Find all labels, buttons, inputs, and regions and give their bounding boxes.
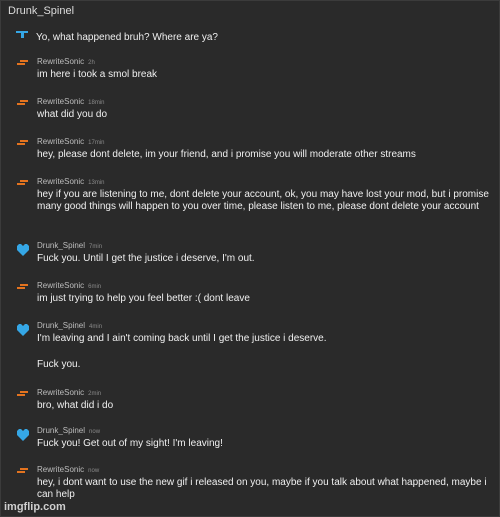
message-time: 2min xyxy=(88,391,102,397)
heart-icon xyxy=(16,243,30,257)
message-author[interactable]: Drunk_Spinel xyxy=(37,321,86,330)
message-author[interactable]: RewriteSonic xyxy=(37,97,85,106)
message-text: hey, i dont want to use the new gif i released on you, maybe if you talk about what happened, maybe i can help xyxy=(37,477,487,500)
message-text: hey if you are listening to me, dont delete your account, ok, you may have lost your mod, but i promise many good things will happen to you over time, please listen to me, please dont delete your account xyxy=(37,189,489,212)
message-time: 2h xyxy=(88,60,95,66)
rewritesonic-icon xyxy=(16,99,30,109)
message-author[interactable]: RewriteSonic xyxy=(37,177,85,186)
rewritesonic-icon xyxy=(16,390,30,400)
message-text: im just trying to help you feel better :( dont leave xyxy=(37,293,250,304)
message-text: I'm leaving and I ain't coming back until I get the justice i deserve. xyxy=(37,333,327,344)
message-time: now xyxy=(88,468,100,474)
message-time: 7min xyxy=(89,244,103,250)
rewritesonic-icon xyxy=(16,59,30,69)
message-text: hey, please dont delete, im your friend, and i promise you will moderate other streams xyxy=(37,149,416,160)
message-time: 4min xyxy=(89,324,103,330)
rewritesonic-icon xyxy=(16,283,30,293)
message-time: 13min xyxy=(88,180,105,186)
message-author[interactable]: RewriteSonic xyxy=(37,465,85,474)
message-author[interactable]: RewriteSonic xyxy=(37,388,85,397)
message-author[interactable]: RewriteSonic xyxy=(37,137,85,146)
first-message xyxy=(16,30,486,46)
message-author[interactable]: Drunk_Spinel xyxy=(37,426,86,435)
heart-icon xyxy=(16,428,30,442)
first-message-text: Yo, what happened bruh? Where are ya? xyxy=(36,32,218,43)
message-text: bro, what did i do xyxy=(37,400,114,411)
message-time: 18min xyxy=(88,100,105,106)
watermark: imgflip.com xyxy=(4,501,66,513)
message-text: what did you do xyxy=(37,109,108,120)
top-username: Drunk_Spinel xyxy=(8,5,75,17)
message-text: Fuck you! Get out of my sight! I'm leaving! xyxy=(37,438,223,449)
small-blue-icon xyxy=(16,30,30,40)
message-text: Fuck you. Until I get the justice i deserve, I'm out. xyxy=(37,253,255,264)
heart-icon xyxy=(16,323,30,337)
rewritesonic-icon xyxy=(16,139,30,149)
rewritesonic-icon xyxy=(16,179,30,189)
message-author[interactable]: RewriteSonic xyxy=(37,57,85,66)
message-time: 6min xyxy=(88,284,102,290)
rewritesonic-icon xyxy=(16,467,30,477)
message-text: im here i took a smol break xyxy=(37,69,158,80)
message-time: 17min xyxy=(88,140,105,146)
message-author[interactable]: RewriteSonic xyxy=(37,281,85,290)
message-text-2: Fuck you. xyxy=(37,359,81,370)
message-author[interactable]: Drunk_Spinel xyxy=(37,241,86,250)
message-time: now xyxy=(89,429,101,435)
